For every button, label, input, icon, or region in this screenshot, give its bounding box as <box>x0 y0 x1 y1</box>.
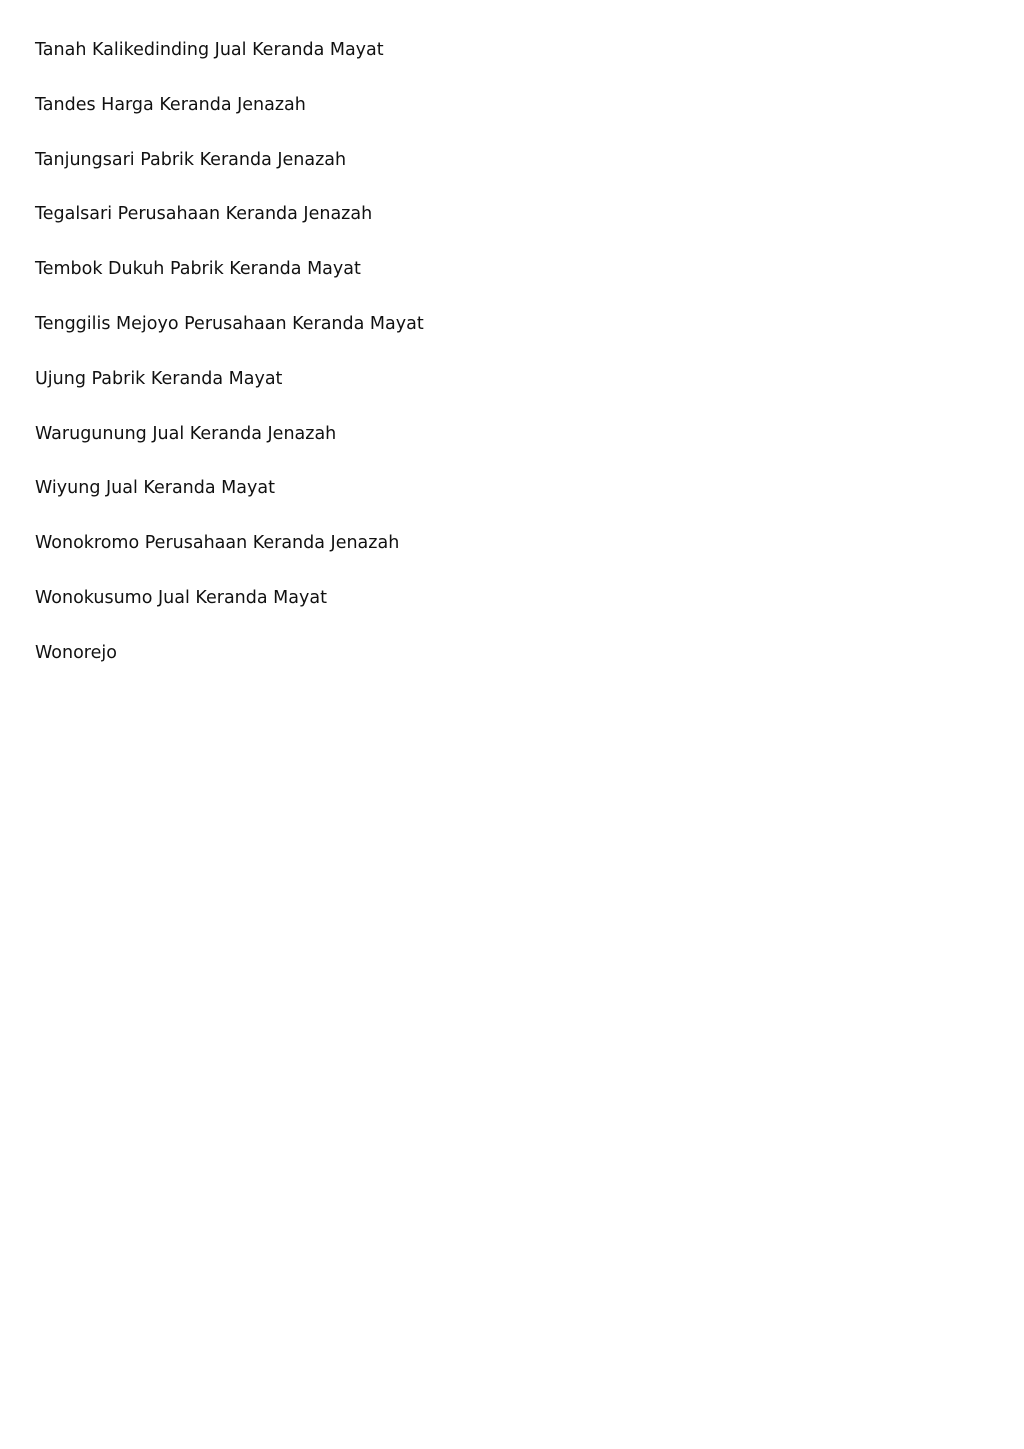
list-item: Tembok Dukuh Pabrik Keranda Mayat <box>35 259 361 280</box>
list-item: Wonokusumo Jual Keranda Mayat <box>35 587 327 608</box>
list-item: Tandes Harga Keranda Jenazah <box>35 94 306 115</box>
location-list <box>35 36 424 694</box>
list-item: Warugunung Jual Keranda Jenazah <box>35 423 337 444</box>
list-item: Tanjungsari Pabrik Keranda Jenazah <box>35 149 347 170</box>
list-item: Tanah Kalikedinding Jual Keranda Mayat <box>35 40 384 60</box>
list-item: Wonorejo <box>35 642 117 663</box>
list-item: Wonokromo Perusahaan Keranda Jenazah <box>35 533 400 554</box>
list-item: Wiyung Jual Keranda Mayat <box>35 478 275 499</box>
list-item: Tegalsari Perusahaan Keranda Jenazah <box>35 204 373 225</box>
list-item: Ujung Pabrik Keranda Mayat <box>35 368 283 389</box>
list-item: Tenggilis Mejoyo Perusahaan Keranda Mayat <box>35 313 424 334</box>
